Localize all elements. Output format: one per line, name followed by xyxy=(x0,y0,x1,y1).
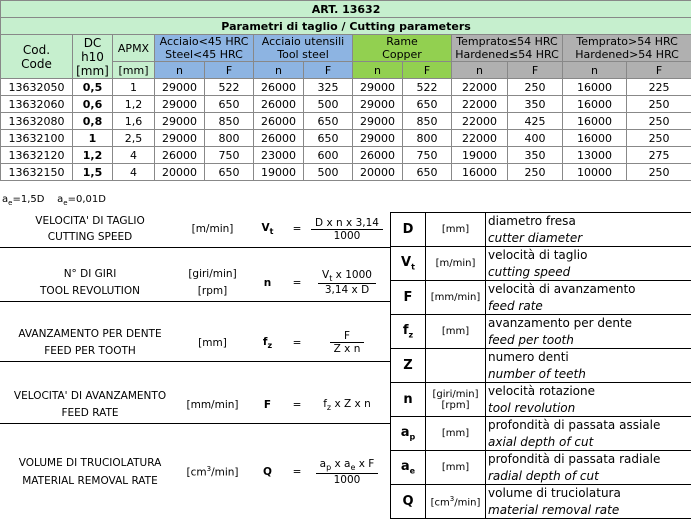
legend-desc-en: axial depth of cut xyxy=(486,434,691,451)
formula-cutting-speed: VELOCITA' DI TAGLIO CUTTING SPEED [m/min] $V_t$ = $\frac{\text{D x n x 3,14}}{1000}$ xyxy=(0,212,390,247)
legend-symbol: $f_z$ xyxy=(391,315,426,349)
legend-symbol: $a_e$ xyxy=(391,451,426,485)
cutting-parameters-table xyxy=(0,0,691,181)
dc-cell: 1,2 xyxy=(73,147,113,164)
value-cell: 29000 xyxy=(353,130,403,147)
legend-unit: [m/min] xyxy=(426,247,486,281)
value-cell: 29000 xyxy=(155,130,205,147)
dc-cell: 0,8 xyxy=(73,113,113,130)
n-header: n xyxy=(563,62,627,79)
value-cell: 650 xyxy=(403,164,452,181)
legend-symbol: n xyxy=(391,383,426,417)
value-cell: 16000 xyxy=(563,79,627,96)
group-hardened54plus-header: Temprato>54 HRC Hardened>54 HRC xyxy=(563,35,691,62)
value-cell: 225 xyxy=(627,79,691,96)
value-cell: 10000 xyxy=(563,164,627,181)
legend-symbol: $a_p$ xyxy=(391,417,426,451)
legend-desc-en: feed rate xyxy=(486,298,691,315)
apmx-header: APMX xyxy=(113,35,155,62)
dc-header: DC h10 [mm] xyxy=(73,35,113,79)
value-cell: 650 xyxy=(304,130,353,147)
legend-unit: [mm] xyxy=(426,451,486,485)
code-cell: 13632080 xyxy=(1,113,73,130)
table-row xyxy=(1,164,691,181)
legend-desc-it: volume di truciolatura xyxy=(486,485,691,502)
value-cell: 22000 xyxy=(452,79,508,96)
legend-row xyxy=(391,417,691,434)
legend-symbol: D xyxy=(391,213,426,247)
dc-cell: 0,5 xyxy=(73,79,113,96)
dc-cell: 0,6 xyxy=(73,96,113,113)
value-cell: 850 xyxy=(205,113,254,130)
legend-desc-it: diametro fresa xyxy=(486,213,691,230)
legend-desc-it: numero denti xyxy=(486,349,691,366)
formula-material-removal-rate: VOLUME DI TRUCIOLATURA MATERIAL REMOVAL RATE $[cm^3/\min]$ Q = $\frac{a_p x a_e x F}{1000}$ xyxy=(0,454,390,490)
legend-symbol: $V_t$ xyxy=(391,247,426,281)
value-cell: 650 xyxy=(403,96,452,113)
f-header: F xyxy=(304,62,353,79)
legend-symbol: F xyxy=(391,281,426,315)
group-steel-header: Acciaio<45 HRC Steel<45 HRC xyxy=(155,35,254,62)
value-cell: 26000 xyxy=(155,147,205,164)
legend-row xyxy=(391,383,691,400)
formula-feed-rate: VELOCITA' DI AVANZAMENTO FEED RATE [mm/min] F = $f_z$ x Z x n xyxy=(13,389,371,419)
table-row xyxy=(1,113,691,130)
depth-note: $a_e=1,5D$ $a_e=0,01D$ xyxy=(2,194,106,207)
article-title: ART. 13632 xyxy=(1,1,691,18)
code-cell: 13632100 xyxy=(1,130,73,147)
legend-row xyxy=(391,451,691,468)
legend-row xyxy=(391,485,691,502)
legend-unit: [mm/min] xyxy=(426,281,486,315)
value-cell: 16000 xyxy=(452,164,508,181)
n-header: n xyxy=(353,62,403,79)
n-header: n xyxy=(452,62,508,79)
value-cell: 29000 xyxy=(155,79,205,96)
value-cell: 26000 xyxy=(254,130,304,147)
value-cell: 22000 xyxy=(452,113,508,130)
f-header: F xyxy=(508,62,563,79)
legend-unit: $[cm^3/\min]$ xyxy=(426,485,486,519)
legend-desc-it: velocità rotazione xyxy=(486,383,691,400)
legend-desc-en: number of teeth xyxy=(486,366,691,383)
value-cell: 20000 xyxy=(155,164,205,181)
apmx-unit: [mm] xyxy=(113,62,155,79)
value-cell: 19000 xyxy=(254,164,304,181)
value-cell: 350 xyxy=(508,96,563,113)
value-cell: 2,5 xyxy=(113,130,155,147)
value-cell: 650 xyxy=(205,96,254,113)
value-cell: 1,6 xyxy=(113,113,155,130)
group-hardened54-header: Temprato≤54 HRC Hardened≤54 HRC xyxy=(452,35,563,62)
value-cell: 650 xyxy=(304,113,353,130)
value-cell: 26000 xyxy=(254,79,304,96)
group-copper-header: Rame Copper xyxy=(353,35,452,62)
value-cell: 750 xyxy=(205,147,254,164)
n-header: n xyxy=(155,62,205,79)
legend-desc-it: profondità di passata assiale xyxy=(486,417,691,434)
code-cell: 13632060 xyxy=(1,96,73,113)
value-cell: 13000 xyxy=(563,147,627,164)
value-cell: 250 xyxy=(627,113,691,130)
n-header: n xyxy=(254,62,304,79)
legend-unit: [mm] xyxy=(426,213,486,247)
legend-desc-en: radial depth of cut xyxy=(486,468,691,485)
value-cell: 29000 xyxy=(353,113,403,130)
code-cell: 13632050 xyxy=(1,79,73,96)
value-cell: 26000 xyxy=(254,96,304,113)
legend-desc-en: cutting speed xyxy=(486,264,691,281)
formula-symbol: $V_t$ xyxy=(261,222,274,237)
value-cell: 250 xyxy=(508,79,563,96)
legend-row xyxy=(391,349,691,366)
value-cell: 600 xyxy=(304,147,353,164)
code-cell: 13632150 xyxy=(1,164,73,181)
formula-feed-per-tooth: AVANZAMENTO PER DENTE FEED PER TOOTH [mm] $f_z$ = $\frac{F}{\text{Z x n}}$ xyxy=(0,325,390,361)
formula-tool-revolution: N° DI GIRI TOOL REVOLUTION [giri/min] [rpm] n = $\frac{V_t x 1000}{\text{3,14 x D}}$ xyxy=(0,265,390,301)
table-subtitle: Parametri di taglio / Cutting parameters xyxy=(1,18,691,35)
formula-label-it: VELOCITA' DI TAGLIO xyxy=(35,215,145,228)
value-cell: 1 xyxy=(113,79,155,96)
value-cell: 425 xyxy=(508,113,563,130)
legend-desc-en: tool revolution xyxy=(486,400,691,417)
value-cell: 23000 xyxy=(254,147,304,164)
legend-desc-it: avanzamento per dente xyxy=(486,315,691,332)
value-cell: 22000 xyxy=(452,96,508,113)
legend-row xyxy=(391,247,691,264)
value-cell: 4 xyxy=(113,164,155,181)
formula-label-en: CUTTING SPEED xyxy=(47,231,133,244)
value-cell: 19000 xyxy=(452,147,508,164)
value-cell: 250 xyxy=(627,130,691,147)
value-cell: 325 xyxy=(304,79,353,96)
legend-desc-en: cutter diameter xyxy=(486,230,691,247)
legend-desc-it: profondità di passata radiale xyxy=(486,451,691,468)
legend-row xyxy=(391,315,691,332)
f-header: F xyxy=(627,62,691,79)
group-toolsteel-header: Acciaio utensili Tool steel xyxy=(254,35,353,62)
table-row xyxy=(1,130,691,147)
value-cell: 250 xyxy=(627,164,691,181)
value-cell: 20000 xyxy=(353,164,403,181)
value-cell: 850 xyxy=(403,113,452,130)
table-row xyxy=(1,79,691,96)
formula-unit: [m/min] xyxy=(191,223,234,236)
f-header: F xyxy=(403,62,452,79)
legend-symbol: Q xyxy=(391,485,426,519)
value-cell: 500 xyxy=(304,164,353,181)
value-cell: 29000 xyxy=(353,96,403,113)
value-cell: 29000 xyxy=(155,96,205,113)
formula-table xyxy=(0,212,390,490)
value-cell: 400 xyxy=(508,130,563,147)
legend-row xyxy=(391,213,691,230)
value-cell: 4 xyxy=(113,147,155,164)
legend-desc-it: velocità di avanzamento xyxy=(486,281,691,298)
value-cell: 1,2 xyxy=(113,96,155,113)
legend-unit xyxy=(426,349,486,383)
legend-symbol: Z xyxy=(391,349,426,383)
value-cell: 750 xyxy=(403,147,452,164)
value-cell: 800 xyxy=(403,130,452,147)
value-cell: 26000 xyxy=(254,113,304,130)
legend-unit: [mm] xyxy=(426,315,486,349)
value-cell: 275 xyxy=(627,147,691,164)
code-header: Cod. Code xyxy=(1,35,73,79)
value-cell: 522 xyxy=(205,79,254,96)
dc-cell: 1,5 xyxy=(73,164,113,181)
value-cell: 16000 xyxy=(563,96,627,113)
legend-unit: [giri/min] [rpm] xyxy=(426,383,486,417)
value-cell: 500 xyxy=(304,96,353,113)
value-cell: 29000 xyxy=(353,79,403,96)
table-row xyxy=(1,96,691,113)
value-cell: 800 xyxy=(205,130,254,147)
value-cell: 650 xyxy=(205,164,254,181)
legend-row xyxy=(391,281,691,298)
value-cell: 250 xyxy=(508,164,563,181)
value-cell: 29000 xyxy=(155,113,205,130)
legend-table xyxy=(390,212,691,519)
value-cell: 22000 xyxy=(452,130,508,147)
code-cell: 13632120 xyxy=(1,147,73,164)
value-cell: 522 xyxy=(403,79,452,96)
f-header: F xyxy=(205,62,254,79)
value-cell: 16000 xyxy=(563,113,627,130)
dc-cell: 1 xyxy=(73,130,113,147)
value-cell: 26000 xyxy=(353,147,403,164)
table-row xyxy=(1,147,691,164)
legend-unit: [mm] xyxy=(426,417,486,451)
value-cell: 16000 xyxy=(563,130,627,147)
legend-desc-en: material removal rate xyxy=(486,502,691,519)
value-cell: 350 xyxy=(508,147,563,164)
legend-desc-it: velocità di taglio xyxy=(486,247,691,264)
legend-desc-en: feed per tooth xyxy=(486,332,691,349)
value-cell: 250 xyxy=(627,96,691,113)
